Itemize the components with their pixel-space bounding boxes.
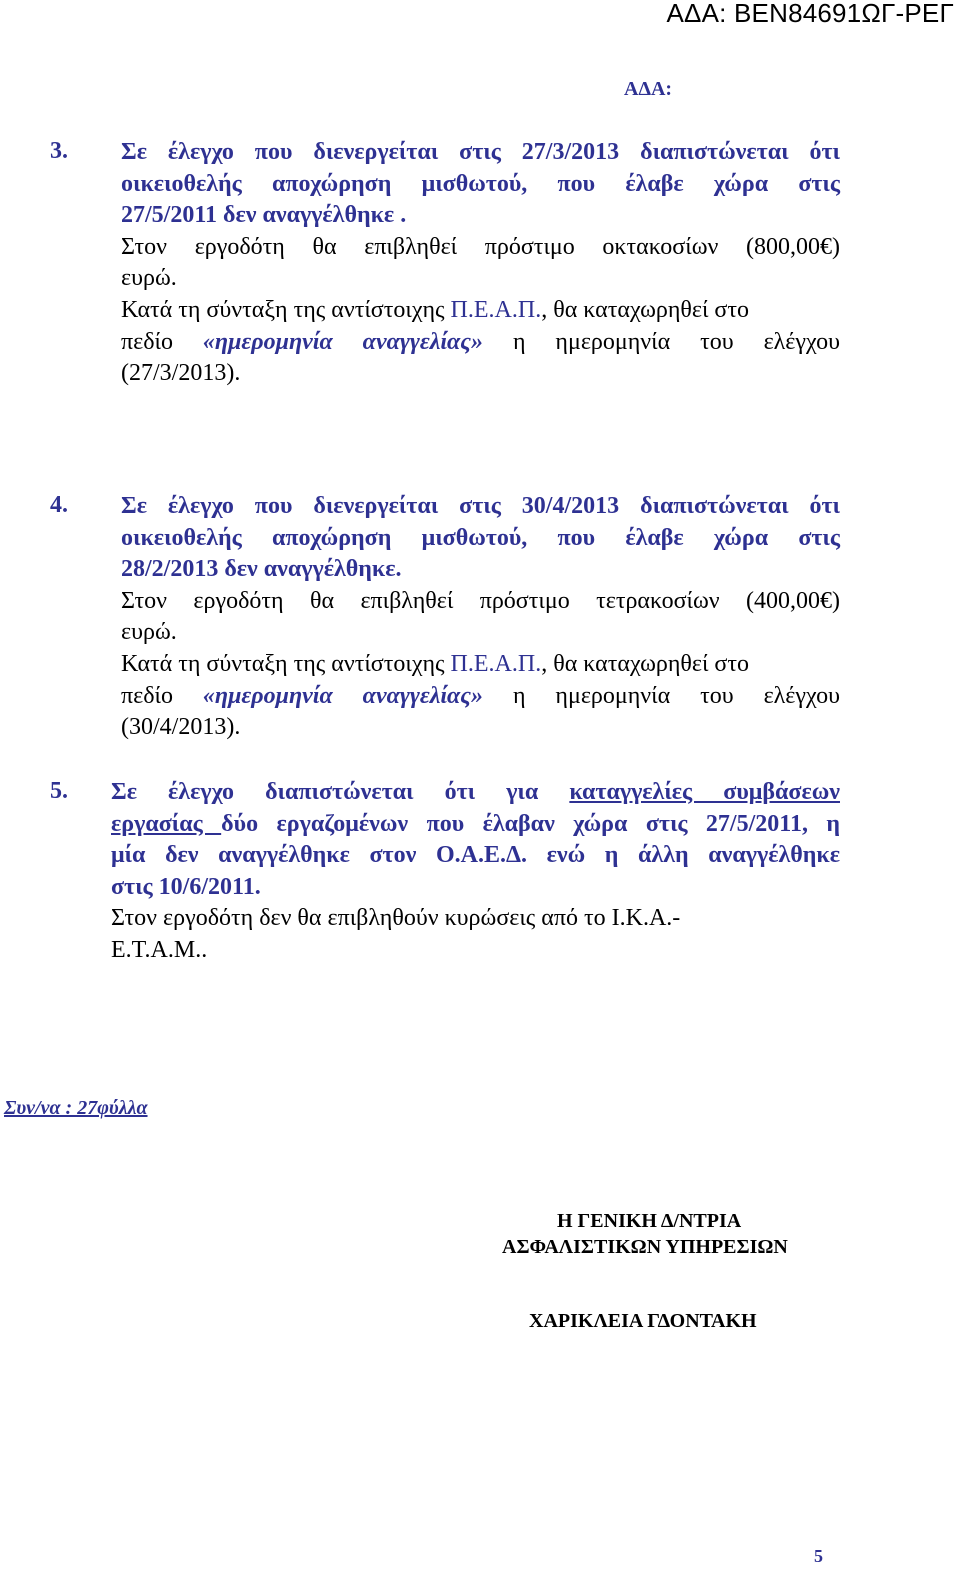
item-3-block — [121, 137, 840, 390]
item-4-line: Στον εργοδότη θα επιβληθεί πρόστιμο τετρακοσίων (400,00€) — [121, 587, 840, 614]
item-5-line — [111, 777, 840, 809]
item-3-text: , θα καταχωρηθεί στο — [541, 296, 750, 323]
item-4-peap: Π.Ε.Α.Π. — [450, 650, 542, 677]
item-4-number: 4. — [50, 492, 68, 518]
item-3-line: Σε έλεγχο που διενεργείται στις 27/3/2013 διαπιστώνεται ότι — [121, 139, 840, 165]
item-3-line — [121, 327, 840, 359]
item-3-line: (27/3/2013). — [121, 360, 241, 387]
item-3-text: πεδίο — [121, 328, 203, 355]
item-4-line — [121, 649, 840, 681]
item-3-line: οικειοθελής αποχώρηση μισθωτού, που έλαβε χώρα στις — [121, 170, 840, 197]
attachments-note: Συν/να : 27φύλλα — [4, 1097, 148, 1119]
item-5-underlined: εργασίας — [111, 810, 222, 837]
item-3-field-name: «ημερομηνία αναγγελίας» — [202, 328, 483, 355]
item-4-line: οικειοθελής αποχώρηση μισθωτού, που έλαβε χώρα στις — [121, 524, 840, 551]
item-4-text: η ημερομηνία του ελέγχου — [512, 682, 840, 709]
ada-header-code: ΑΔΑ: ΒΕΝ84691ΩΓ-ΡΕΓ — [666, 0, 954, 28]
item-3-text: Κατά τη σύνταξη της αντίστοιχης — [121, 296, 451, 323]
item-4-text: πεδίο — [121, 682, 203, 709]
item-4-line: (30/4/2013). — [121, 714, 241, 741]
item-5-line: Στον εργοδότη δεν θα επιβληθούν κυρώσεις από το Ι.Κ.Α.- — [111, 905, 681, 932]
item-3-line: 27/5/2011 δεν αναγγέλθηκε . — [121, 202, 407, 229]
item-5-line: Ε.Τ.Α.Μ.. — [111, 936, 208, 963]
signatory-name: ΧΑΡΙΚΛΕΙΑ ΓΔΟΝΤΑΚΗ — [529, 1310, 757, 1332]
item-4-line: Σε έλεγχο που διενεργείται στις 30/4/2013 διαπιστώνεται ότι — [121, 493, 840, 519]
item-4-line: 28/2/2013 δεν αναγγέλθηκε. — [121, 556, 402, 583]
signature-title-line1: Η ΓΕΝΙΚΗ Δ/ΝΤΡΙΑ — [557, 1210, 742, 1232]
item-5-line: στις 10/6/2011. — [111, 873, 261, 900]
item-3-line: Στον εργοδότη θα επιβληθεί πρόστιμο οκτακοσίων (800,00€) — [121, 233, 840, 260]
item-3-line: ευρώ. — [121, 265, 177, 292]
item-3-peap: Π.Ε.Α.Π. — [450, 296, 542, 323]
item-3-line — [121, 295, 840, 327]
item-3-number: 3. — [50, 138, 68, 164]
item-5-line: μία δεν αναγγέλθηκε στον Ο.Α.Ε.Δ. ενώ η άλλη αναγγέλθηκε — [111, 842, 840, 869]
item-5-underlined: καταγγελίες συμβάσεων — [569, 779, 840, 805]
item-5-line — [111, 809, 840, 841]
item-4-text: Κατά τη σύνταξη της αντίστοιχης — [121, 650, 451, 677]
signature-title-line2: ΑΣΦΑΛΙΣΤΙΚΩΝ ΥΠΗΡΕΣΙΩΝ — [502, 1236, 788, 1258]
item-5-number: 5. — [50, 778, 68, 804]
item-3-text: η ημερομηνία του ελέγχου — [512, 328, 840, 355]
ada-label: ΑΔΑ: — [624, 78, 673, 100]
item-5-text: δύο εργαζομένων που έλαβαν χώρα στις 27/5/2011, η — [221, 810, 840, 837]
item-4-line: ευρώ. — [121, 619, 177, 646]
item-5-block — [111, 777, 840, 967]
item-4-line — [121, 681, 840, 713]
item-5-text: Σε έλεγχο διαπιστώνεται ότι για — [111, 779, 570, 805]
item-4-field-name: «ημερομηνία αναγγελίας» — [202, 682, 483, 709]
item-4-text: , θα καταχωρηθεί στο — [541, 650, 750, 677]
item-4-block — [121, 491, 840, 744]
page-number: 5 — [814, 1546, 823, 1566]
